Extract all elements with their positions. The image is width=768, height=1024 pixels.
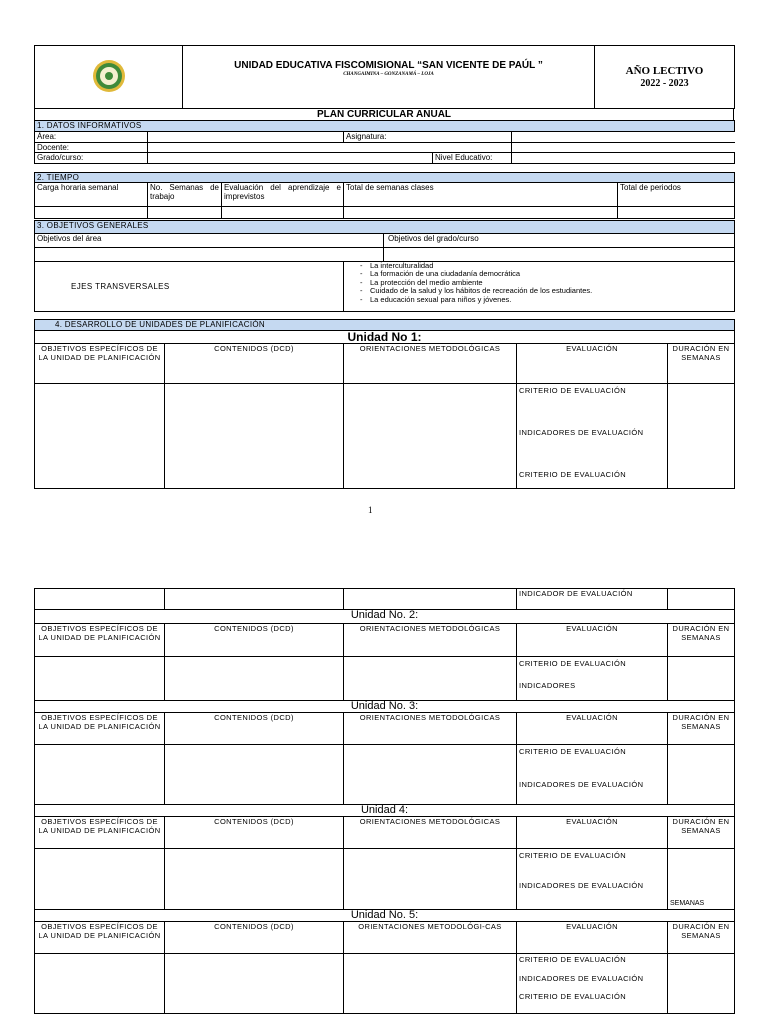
objetivos-table: [34, 220, 735, 312]
cont-duracion[interactable]: [668, 589, 735, 610]
cont-orientaciones[interactable]: [344, 589, 517, 610]
unit4-duracion[interactable]: [668, 849, 735, 910]
unit4-evaluacion[interactable]: [517, 849, 668, 910]
unit3-indicadores: INDICADORES DE EVALUACIÓN: [519, 780, 644, 789]
unit3-criterio: CRITERIO DE EVALUACIÓN: [519, 747, 627, 756]
col-objetivos: OBJETIVOS ESPECÍFICOS DE LA UNIDAD DE PLANIFICACIÓN: [35, 922, 165, 954]
unit5-orientaciones[interactable]: [344, 954, 517, 1014]
obj-area-label: Objetivos del área: [35, 234, 384, 248]
unit1-indicadores: INDICADORES DE EVALUACIÓN: [519, 428, 644, 437]
unit3-objetivos[interactable]: [35, 745, 165, 805]
carga-value[interactable]: [35, 207, 148, 219]
grado-field[interactable]: [148, 153, 433, 164]
col-contenidos: CONTENIDOS (DCD): [165, 624, 344, 657]
unit1-criterio-2: CRITERIO DE EVALUACIÓN: [519, 470, 627, 479]
year-label: AÑO LECTIVO: [625, 64, 704, 77]
asignatura-label: Asignatura:: [344, 132, 433, 143]
asignatura-field[interactable]: [433, 132, 512, 143]
col-duracion: DURACIÓN EN SEMANAS: [668, 344, 735, 384]
asignatura-extra[interactable]: [512, 132, 735, 143]
ejes-label: EJES TRANSVERSALES: [35, 262, 344, 312]
year-value: 2022 - 2023: [640, 77, 689, 89]
nivel-label: Nivel Educativo:: [433, 153, 512, 164]
obj-area-value[interactable]: [35, 248, 384, 262]
col-duracion: DURACIÓN EN SEMANAS: [668, 713, 735, 745]
cont-contenidos[interactable]: [165, 589, 344, 610]
eje-item: - La interculturalidad: [370, 262, 732, 270]
cont-objetivos[interactable]: [35, 589, 165, 610]
unit2-indicadores: INDICADORES: [519, 681, 576, 690]
eje-item: - La formación de una ciudadanía democrática: [370, 270, 732, 278]
col-duracion: DURACIÓN EN SEMANAS: [668, 817, 735, 849]
unit2-title: Unidad No. 2:: [35, 610, 735, 624]
total-periodos-value[interactable]: [618, 207, 735, 219]
unit1-evaluacion[interactable]: [517, 384, 668, 489]
col-orientaciones: ORIENTACIONES METODOLÓGICAS: [344, 344, 517, 384]
col-objetivos: OBJETIVOS ESPECÍFICOS DE LA UNIDAD DE PLANIFICACIÓN: [35, 817, 165, 849]
unit4-title: Unidad 4:: [35, 805, 735, 817]
semanas-value[interactable]: [148, 207, 222, 219]
col-orientaciones: ORIENTACIONES METODOLÓGICAS: [344, 713, 517, 745]
unit4-contenidos[interactable]: [165, 849, 344, 910]
unit5-indicadores: INDICADORES DE EVALUACIÓN: [519, 974, 644, 983]
ejes-list: [356, 262, 732, 304]
col-evaluacion: EVALUACIÓN: [517, 624, 668, 657]
unit5-evaluacion[interactable]: [517, 954, 668, 1014]
unit2-evaluacion[interactable]: [517, 657, 668, 701]
nivel-field[interactable]: [512, 153, 735, 164]
col-orientaciones: ORIENTACIONES METODOLÓGICAS: [344, 817, 517, 849]
unit2-duracion[interactable]: [668, 657, 735, 701]
datos-table: [34, 120, 735, 164]
unit2-contenidos[interactable]: [165, 657, 344, 701]
section-tiempo-title: 2. TIEMPO: [35, 173, 735, 183]
unit4-indicadores: INDICADORES DE EVALUACIÓN: [519, 881, 644, 890]
unit3-duracion[interactable]: [668, 745, 735, 805]
col-objetivos: OBJETIVOS ESPECÍFICOS DE LA UNIDAD DE PLANIFICACIÓN: [35, 713, 165, 745]
col-orientaciones: ORIENTACIONES METODOLÓGI-CAS: [344, 922, 517, 954]
unit4-semanas: SEMANAS: [670, 900, 705, 907]
unit3-orientaciones[interactable]: [344, 745, 517, 805]
unit2-criterio: CRITERIO DE EVALUACIÓN: [519, 659, 627, 668]
section-datos-title: 1. DATOS INFORMATIVOS: [35, 121, 735, 132]
unit5-criterio-1: CRITERIO DE EVALUACIÓN: [519, 955, 627, 964]
unit1-criterio-1: CRITERIO DE EVALUACIÓN: [519, 386, 627, 395]
grado-label: Grado/curso:: [35, 153, 148, 164]
unit5-title: Unidad No. 5:: [35, 910, 735, 922]
unit5-criterio-2: CRITERIO DE EVALUACIÓN: [519, 992, 627, 1001]
obj-grado-value[interactable]: [384, 248, 735, 262]
unit5-objetivos[interactable]: [35, 954, 165, 1014]
obj-grado-label: Objetivos del grado/curso: [384, 234, 735, 248]
col-contenidos: CONTENIDOS (DCD): [165, 922, 344, 954]
school-location: CHANGAIMINA – GONZANAMÁ – LOJA: [343, 72, 434, 77]
total-semanas-label: Total de semanas clases: [344, 183, 618, 207]
plan-title: PLAN CURRICULAR ANUAL: [35, 109, 734, 121]
total-semanas-value[interactable]: [344, 207, 618, 219]
logo-cell: [35, 46, 183, 109]
year-cell: [595, 46, 735, 109]
section-desarrollo-title: 4. DESARROLLO DE UNIDADES DE PLANIFICACIÓN: [35, 320, 735, 331]
total-periodos-label: Total de periodos: [618, 183, 735, 207]
tiempo-table: [34, 172, 735, 219]
unit1-objetivos[interactable]: [35, 384, 165, 489]
unit2-objetivos[interactable]: [35, 657, 165, 701]
unit4-orientaciones[interactable]: [344, 849, 517, 910]
page2-table: [34, 588, 735, 1014]
unit1-title: Unidad No 1:: [35, 331, 735, 344]
unit3-contenidos[interactable]: [165, 745, 344, 805]
cont-indicador: INDICADOR DE EVALUACIÓN: [517, 589, 668, 610]
col-objetivos: OBJETIVOS ESPECÍFICOS DE LA UNIDAD DE PLANIFICACIÓN: [35, 624, 165, 657]
unit5-contenidos[interactable]: [165, 954, 344, 1014]
section-objetivos-title: 3. OBJETIVOS GENERALES: [35, 221, 735, 234]
col-evaluacion: EVALUACIÓN: [517, 817, 668, 849]
unit5-duracion[interactable]: [668, 954, 735, 1014]
docente-label: Docente:: [35, 143, 148, 153]
eje-item: - La educación sexual para niños y jóvenes.: [370, 296, 732, 304]
unit1-duracion[interactable]: [668, 384, 735, 489]
docente-field[interactable]: [148, 143, 512, 153]
docente-extra[interactable]: [512, 143, 735, 153]
area-label: Área:: [35, 132, 148, 143]
unit4-objetivos[interactable]: [35, 849, 165, 910]
school-name: UNIDAD EDUCATIVA FISCOMISIONAL “SAN VICENTE DE PAÚL ”: [234, 60, 543, 71]
unit2-orientaciones[interactable]: [344, 657, 517, 701]
carga-label: Carga horaria semanal: [35, 183, 148, 207]
unit3-evaluacion[interactable]: [517, 745, 668, 805]
eje-item: - Cuidado de la salud y los hábitos de recreación de los estudiantes.: [370, 287, 732, 295]
col-duracion: DURACIÓN EN SEMANAS: [668, 624, 735, 657]
unit3-title: Unidad No. 3:: [35, 701, 735, 713]
col-duracion: DURACIÓN EN SEMANAS: [668, 922, 735, 954]
col-evaluacion: EVALUACIÓN: [517, 713, 668, 745]
col-evaluacion: EVALUACIÓN: [517, 344, 668, 384]
ejes-list-cell: [344, 262, 735, 312]
evaluacion-value[interactable]: [222, 207, 344, 219]
col-objetivos: OBJETIVOS ESPECÍFICOS DE LA UNIDAD DE PLANIFICACIÓN: [35, 344, 165, 384]
unit4-criterio: CRITERIO DE EVALUACIÓN: [519, 851, 627, 860]
evaluacion-label: Evaluación del aprendizaje e imprevistos: [222, 183, 344, 207]
col-contenidos: CONTENIDOS (DCD): [165, 344, 344, 384]
unit1-orientaciones[interactable]: [344, 384, 517, 489]
page-number: 1: [368, 505, 373, 515]
semanas-label: No. Semanas de trabajo: [148, 183, 222, 207]
col-contenidos: CONTENIDOS (DCD): [165, 713, 344, 745]
col-evaluacion: EVALUACIÓN: [517, 922, 668, 954]
eje-item: - La protección del medio ambiente: [370, 279, 732, 287]
school-logo-icon: [92, 59, 126, 93]
unit1-contenidos[interactable]: [165, 384, 344, 489]
unit1-table: [34, 319, 735, 489]
school-title-cell: [183, 46, 595, 109]
col-orientaciones: ORIENTACIONES METODOLÓGICAS: [344, 624, 517, 657]
area-field[interactable]: [148, 132, 344, 143]
header-table: [34, 45, 735, 109]
col-contenidos: CONTENIDOS (DCD): [165, 817, 344, 849]
